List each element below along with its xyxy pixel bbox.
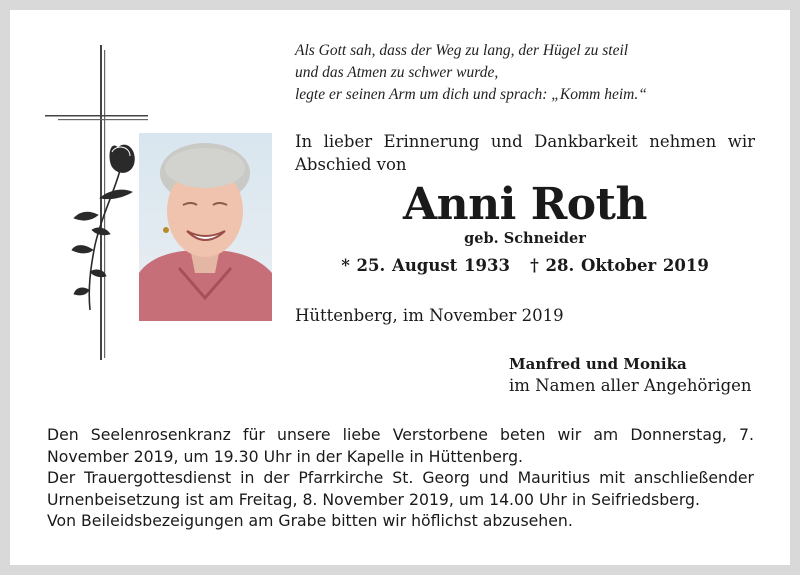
signer-names: Manfred und Monika: [509, 355, 687, 373]
condolence-paragraph: Von Beileidsbezeigungen am Grabe bitten wir höflichst abzusehen.: [47, 511, 573, 530]
intro-text: In lieber Erinnerung und Dankbarkeit nehmen wir Abschied von: [295, 132, 755, 174]
cross-with-rose-icon: [40, 40, 150, 360]
place-and-date: Hüttenberg, im November 2019: [295, 306, 564, 325]
rosary-paragraph: Den Seelenrosenkranz für unsere liebe Verstorbene beten wir am Donnerstag, 7. November 2019, um 19.30 Uhr in der Kapelle in Hüttenberg.: [47, 425, 754, 466]
rose-icon: [72, 145, 134, 310]
portrait-photo: [139, 133, 272, 321]
quote-line: und das Atmen zu schwer wurde,: [295, 64, 499, 81]
maiden-name: geb. Schneider: [464, 230, 586, 247]
death-date: † 28. Oktober 2019: [530, 256, 709, 275]
service-paragraph: Der Trauergottesdienst in der Pfarrkirche St. Georg und Mauritius mit anschließender Urnenbeisetzung ist am Freitag, 8. November 2019, um 14.00 Uhr in Seifriedsberg.: [47, 468, 754, 509]
poem-quote: [295, 40, 647, 106]
quote-line: legte er seinen Arm um dich und sprach: „Komm heim.“: [295, 86, 647, 103]
birth-date: * 25. August 1933: [341, 256, 510, 275]
cross-icon: [45, 45, 148, 360]
quote-line: Als Gott sah, dass der Weg zu lang, der Hügel zu steil: [295, 42, 629, 59]
signer-subtitle: im Namen aller Angehörigen: [509, 376, 752, 395]
deceased-name: Anni Roth: [403, 179, 647, 230]
announcement-body: [47, 424, 754, 532]
life-dates: [295, 256, 755, 275]
